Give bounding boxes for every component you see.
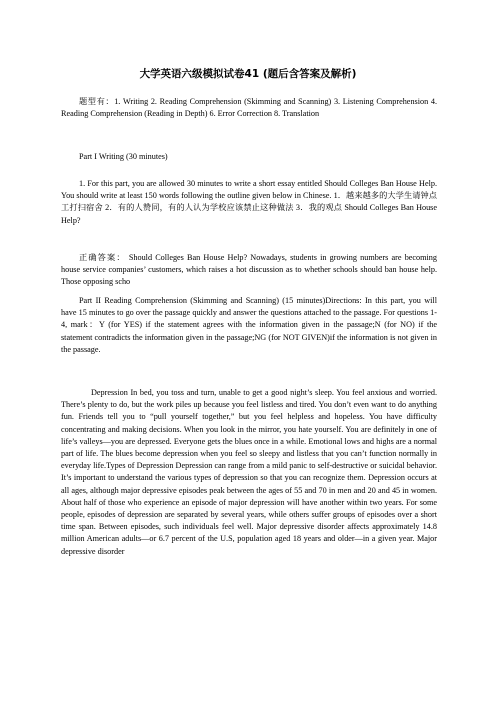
document-title: 大学英语六级模拟试卷41 (题后含答案及解析)	[139, 68, 357, 80]
correct-answer: 正确答案： Should Colleges Ban House Help? Nowadays, students in growing numbers are becoming house service companies’ customers, which raises a hot discussion as to whether schools should ban house help. Those opposing scho	[61, 253, 437, 287]
question-types: 题型有：1. Writing 2. Reading Comprehension (Skimming and Scanning) 3. Listening Comprehension 4. Reading Comprehension (Reading in Depth) 6. Error Correction 8. Translation	[61, 97, 437, 119]
reading-passage: Depression In bed, you toss and turn, unable to get a good night’s sleep. You feel anxious and worried. There’s plenty to do, but the work piles up because you feel listless and tired. You don’t even want to do anything fun. Friends tell you to “pull yourself together,” but you feel helpless and hopeless. You have difficulty concentrating and making decisions. When you look in the mirror, you hate yourself. You are definitely in one of life’s valleys—you are depressed. Everyone gets the blues once in a while. Emotional lows and highs are a normal part of life. The blues become depression when you feel so sleepy and listless that you can’t function normally in everyday life.Types of Depression Depression can range from a mild panic to self-destructive or suicidal behavior. It’s important to understand the various types of depression so that you can recognize them. Depression occurs at all ages, although major depressive episodes peak between the ages of 55 and 70 in men and 20 and 45 in women. About half of those who experience an episode of major depression will have another within two years. For some people, episodes of depression are separated by several years, while others suffer groups of episodes over a short time span. Between episodes, such individuals feel well. Major depressive disorder affects approximately 14.8 million American adults—or 6.7 percent of the U.S, population aged 18 years and older—in a given year. Major depressive disorder	[61, 388, 437, 556]
writing-question: 1. For this part, you are allowed 30 minutes to write a short essay entitled Should Colleges Ban House Help. You should write at least 150 words following the outline given below in Chinese. 1．越来越多的大学生请钟点工打扫宿舍 2．有的人赞同，有的人认为学校应该禁止这种做法 3．我的观点 Should Colleges Ban House Help?	[61, 179, 437, 225]
part1-heading: Part I Writing (30 minutes)	[79, 152, 168, 161]
part2-instructions: Part II Reading Comprehension (Skimming and Scanning) (15 minutes)Directions: In this part, you will have 15 minutes to go over the passage quickly and answer the questions attached to the passage. For questions 1-4, mark：Y (for YES) if the statement agrees with the information given in the passage;N (for NO) if the statement contradicts the information given in the passage;NG (for NOT GIVEN)if the information is not given in the passage.	[61, 296, 437, 354]
